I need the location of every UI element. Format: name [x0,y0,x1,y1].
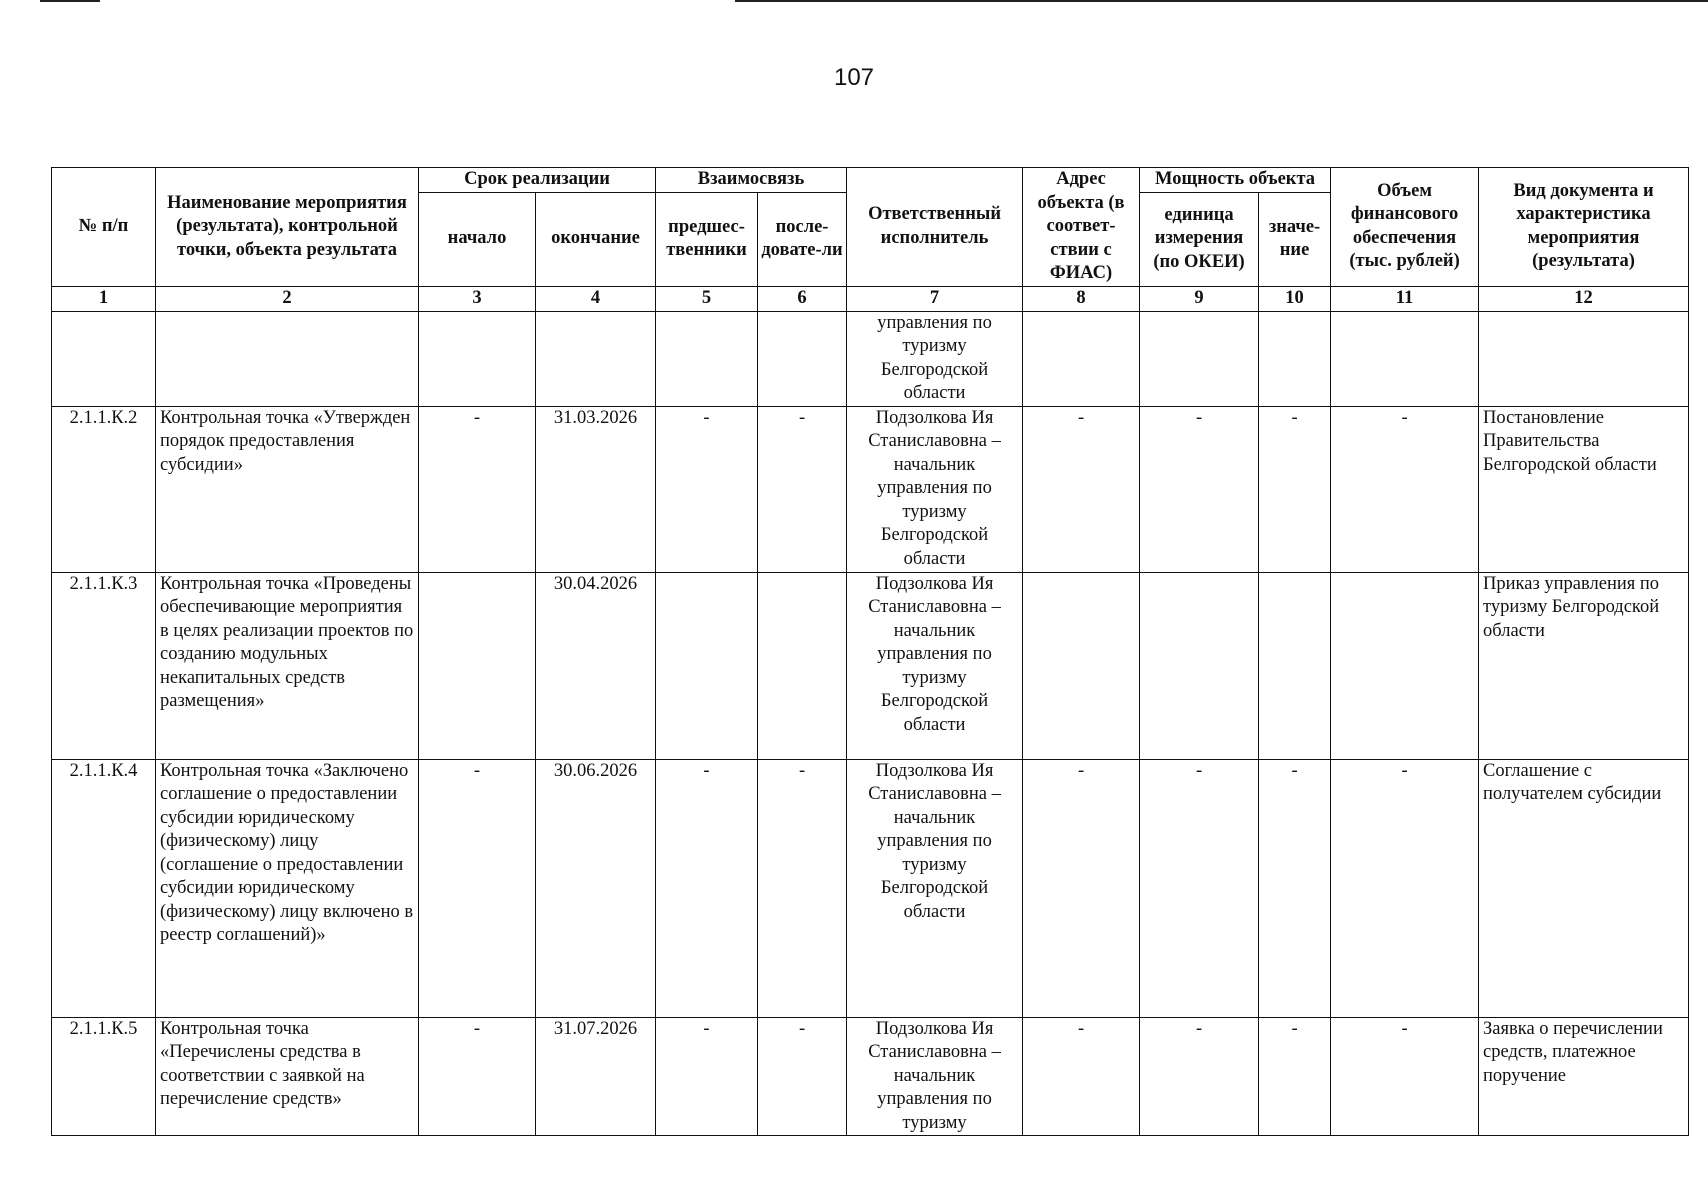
table-row [52,406,1689,572]
cell-doc: Заявка о перечислении средств, платежное поручение [1479,1017,1689,1136]
column-number: 11 [1331,286,1479,311]
header-term-start: начало [419,192,536,286]
cell-next: - [758,406,847,572]
column-number: 2 [156,286,419,311]
cell-finance [1331,572,1479,759]
table-row [52,1017,1689,1136]
cell-num: 2.1.1.К.5 [52,1017,156,1136]
cell-num: 2.1.1.К.2 [52,406,156,572]
cell-prev: - [656,1017,758,1136]
cell-value [1259,311,1331,406]
cell-end [536,311,656,406]
header-address: Адрес объекта (в соответ-ствии с ФИАС) [1023,168,1140,287]
cell-next: - [758,759,847,1017]
table-row [52,311,1689,406]
cell-next [758,311,847,406]
column-number: 12 [1479,286,1689,311]
cell-prev [656,311,758,406]
header-term-end: окончание [536,192,656,286]
header-term-group: Срок реализации [419,168,656,193]
cell-value [1259,572,1331,759]
cell-next: - [758,1017,847,1136]
header-capacity-unit: единица измерения (по ОКЕИ) [1140,192,1259,286]
cell-address: - [1023,759,1140,1017]
cell-start: - [419,759,536,1017]
cell-responsible: Подзолкова Ия Станиславовна – начальник управления по туризму Белгородской области [847,572,1023,759]
cell-doc: Постановление Правительства Белгородской области [1479,406,1689,572]
cell-doc [1479,311,1689,406]
cell-value: - [1259,406,1331,572]
cell-start: - [419,1017,536,1136]
cell-prev: - [656,759,758,1017]
cell-start [419,572,536,759]
top-border-line-left [40,0,100,2]
cell-address [1023,572,1140,759]
cell-num: 2.1.1.К.3 [52,572,156,759]
cell-start [419,311,536,406]
cell-next [758,572,847,759]
column-number: 8 [1023,286,1140,311]
cell-end: 30.06.2026 [536,759,656,1017]
column-number: 5 [656,286,758,311]
header-capacity-group: Мощность объекта [1140,168,1331,193]
cell-finance [1331,311,1479,406]
cell-doc: Соглашение с получателем субсидии [1479,759,1689,1017]
cell-prev [656,572,758,759]
measures-table [51,167,1689,1136]
cell-prev: - [656,406,758,572]
column-number: 7 [847,286,1023,311]
cell-name [156,311,419,406]
header-link-next: после-довате-ли [758,192,847,286]
cell-address: - [1023,406,1140,572]
table-row [52,759,1689,1017]
cell-unit: - [1140,1017,1259,1136]
column-number: 1 [52,286,156,311]
cell-unit: - [1140,406,1259,572]
column-number: 4 [536,286,656,311]
header-responsible: Ответственный исполнитель [847,168,1023,287]
cell-start: - [419,406,536,572]
cell-finance: - [1331,406,1479,572]
cell-name: Контрольная точка «Заключено соглашение о предоставлении субсидии юридическому (физическому) лицу (соглашение о предоставлении субсидии юридическому (физическому) лицу включено в реестр соглашений)» [156,759,419,1017]
cell-responsible: Подзолкова Ия Станиславовна – начальник управления по туризму Белгородской области [847,759,1023,1017]
cell-doc: Приказ управления по туризму Белгородской области [1479,572,1689,759]
cell-end: 31.03.2026 [536,406,656,572]
cell-address: - [1023,1017,1140,1136]
cell-finance: - [1331,1017,1479,1136]
cell-responsible: Подзолкова Ия Станиславовна – начальник управления по туризму [847,1017,1023,1136]
column-number: 9 [1140,286,1259,311]
header-link-prev: предшес-твенники [656,192,758,286]
cell-num [52,311,156,406]
cell-unit [1140,572,1259,759]
cell-num: 2.1.1.К.4 [52,759,156,1017]
cell-value: - [1259,1017,1331,1136]
cell-unit [1140,311,1259,406]
table-row [52,572,1689,759]
header-doc-type: Вид документа и характеристика мероприятия (результата) [1479,168,1689,287]
cell-responsible: управления по туризму Белгородской области [847,311,1023,406]
header-num: № п/п [52,168,156,287]
column-number: 3 [419,286,536,311]
cell-responsible: Подзолкова Ия Станиславовна – начальник управления по туризму Белгородской области [847,406,1023,572]
header-capacity-value: значе-ние [1259,192,1331,286]
top-border-line-right [735,0,1708,2]
column-number: 10 [1259,286,1331,311]
cell-end: 31.07.2026 [536,1017,656,1136]
cell-name: Контрольная точка «Перечислены средства в соответствии с заявкой на перечисление средств» [156,1017,419,1136]
cell-name: Контрольная точка «Проведены обеспечивающие мероприятия в целях реализации проектов по созданию модульных некапитальных средств размещения» [156,572,419,759]
header-finance: Объем финансового обеспечения (тыс. рублей) [1331,168,1479,287]
cell-value: - [1259,759,1331,1017]
cell-address [1023,311,1140,406]
cell-end: 30.04.2026 [536,572,656,759]
header-name: Наименование мероприятия (результата), контрольной точки, объекта результата [156,168,419,287]
header-link-group: Взаимосвязь [656,168,847,193]
cell-finance: - [1331,759,1479,1017]
cell-unit: - [1140,759,1259,1017]
cell-name: Контрольная точка «Утвержден порядок предоставления субсидии» [156,406,419,572]
column-number: 6 [758,286,847,311]
page-number: 107 [833,64,875,91]
